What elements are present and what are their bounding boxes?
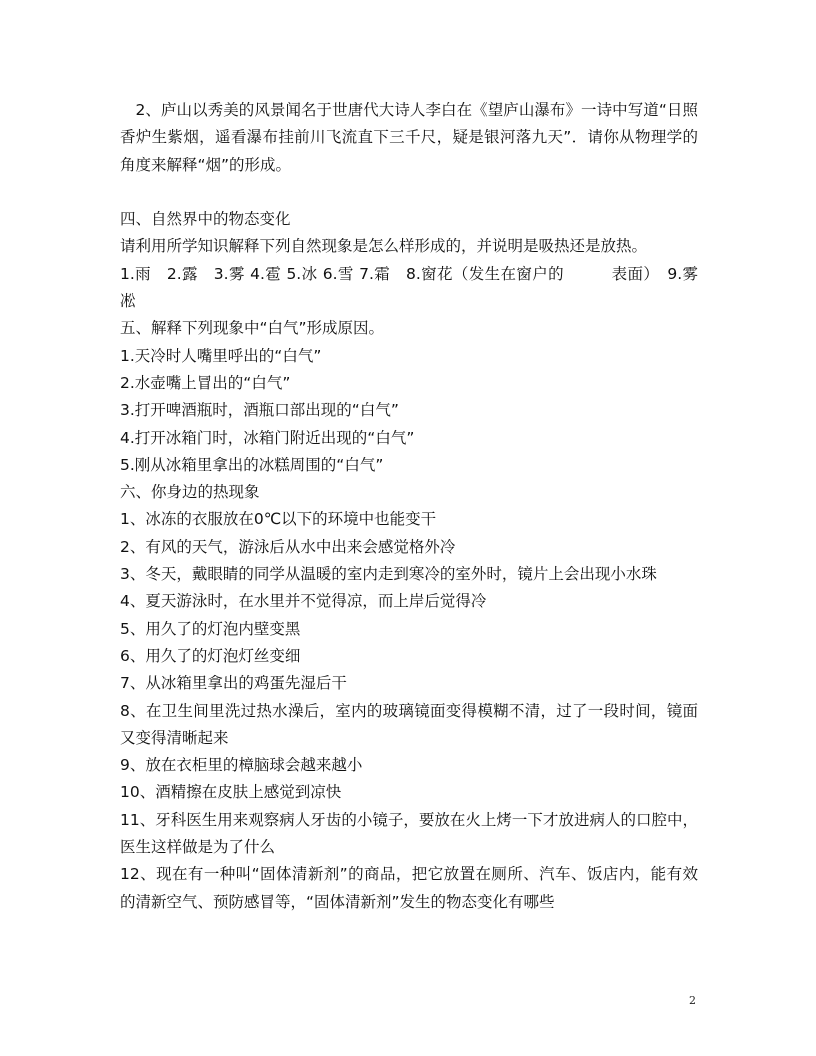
section-6-item-7: 7、从冰箱里拿出的鸡蛋先湿后干 <box>120 674 347 693</box>
section-5-item-1: 1.天冷时人嘴里呼出的“白气” <box>120 346 322 365</box>
section-6-item-12: 12、现在有一种叫“固体清新剂”的商品，把它放置在厕所、汽车、饭店内，能有效的清新空气、预防感冒等，“固体清新剂”发生的物态变化有哪些 <box>120 865 698 911</box>
section-6-item-5: 5、用久了的灯泡内壁变黑 <box>120 619 301 638</box>
section-6-item-8: 8、在卫生间里洗过热水澡后，室内的玻璃镜面变得模糊不清，过了一段时间，镜面又变得清晰起来 <box>120 701 698 747</box>
section-6-item-11: 11、牙科医生用来观察病人牙齿的小镜子，要放在火上烤一下才放进病人的口腔中，医生这样做是为了什么 <box>120 810 698 857</box>
page-number: 2 <box>689 994 696 1007</box>
question-2: 2、庐山以秀美的风景闻名于世唐代大诗人李白在《望庐山瀑布》一诗中写道“日照香炉生紫烟，遥看瀑布挂前川飞流直下三千尺，疑是银河落九天”．请你从物理学的角度来解释“烟”的形成。 <box>120 101 698 174</box>
section-5-item-5: 5.刚从冰箱里拿出的冰糕周围的“白气” <box>120 455 384 474</box>
section-6-item-9: 9、放在衣柜里的樟脑球会越来越小 <box>120 756 363 775</box>
section-6-item-10: 10、酒精擦在皮肤上感觉到凉快 <box>120 783 342 802</box>
section-6-title: 六、你身边的热现象 <box>120 483 260 502</box>
section-5-item-4: 4.打开冰箱门时，冰箱门附近出现的“白气” <box>120 428 415 447</box>
blank-line <box>120 179 698 206</box>
section-5-item-3: 3.打开啤酒瓶时，酒瓶口部出现的“白气” <box>120 401 399 420</box>
section-6-item-1: 1、冰冻的衣服放在0℃以下的环境中也能变干 <box>120 510 437 529</box>
section-4-title: 四、自然界中的物态变化 <box>120 210 291 229</box>
section-4-instruction: 请利用所学知识解释下列自然现象是怎么样形成的，并说明是吸热还是放热。 <box>120 237 648 256</box>
section-5-title: 五、解释下列现象中“白气”形成原因。 <box>120 319 385 338</box>
section-4-items: 1.雨 2.露 3.雾 4.雹 5.冰 6.雪 7.霜 8.窗花（发生在窗户的 表面） 9.雾凇 <box>120 264 698 311</box>
section-6-item-6: 6、用久了的灯泡灯丝变细 <box>120 646 301 665</box>
document-body <box>120 97 698 916</box>
section-6-item-2: 2、有风的天气，游泳后从水中出来会感觉格外冷 <box>120 537 456 556</box>
section-5-item-2: 2.水壶嘴上冒出的“白气” <box>120 373 291 392</box>
section-6-item-3: 3、冬天，戴眼睛的同学从温暖的室内走到寒冷的室外时，镜片上会出现小水珠 <box>120 565 657 584</box>
section-6-item-4: 4、夏天游泳时，在水里并不觉得凉，而上岸后觉得冷 <box>120 592 487 611</box>
